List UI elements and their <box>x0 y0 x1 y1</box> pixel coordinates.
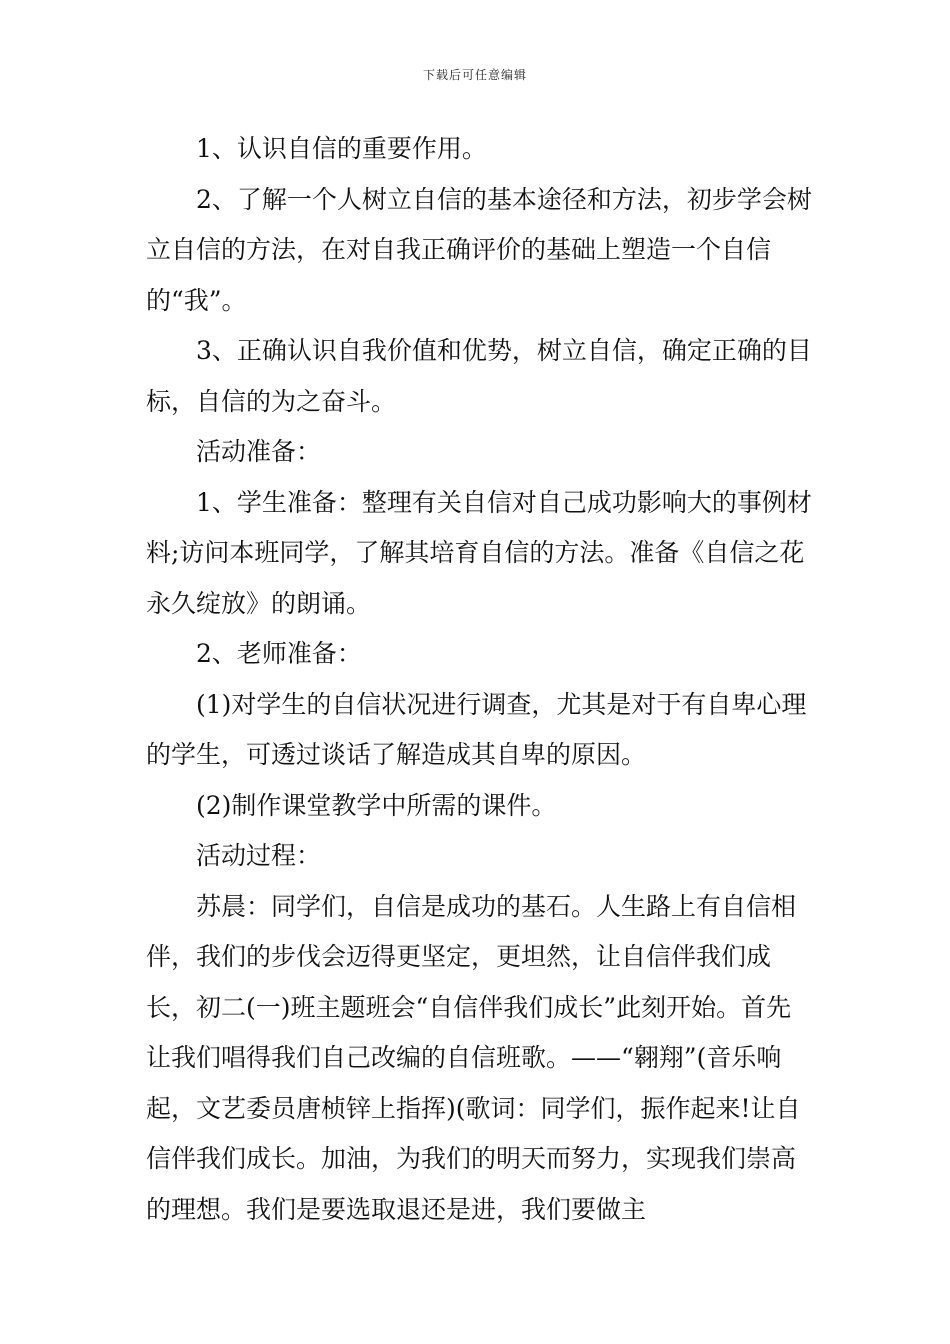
heading-process: 活动过程： <box>196 841 322 870</box>
paragraph-teacher-prep: 2、老师准备： <box>196 639 362 668</box>
paragraph-teacher-prep-1: (1)对学生的自信状况进行调查，尤其是对于有自卑心理的学生，可透过谈话了解造成其自卑的原因。 <box>146 689 807 769</box>
page-header-note: 下载后可任意编辑 <box>422 68 527 82</box>
paragraph-process-opening: 苏晨：同学们，自信是成功的基石。人生路上有自信相伴，我们的步伐会迈得更坚定，更坦然，让自信伴我们成长，初二(一)班主题班会“自信伴我们成长”此刻开始。首先让我们唱得我们自己改编的自信班歌。——“翱翔”(音乐响起，文艺委员唐桢锌上指挥)(歌词：同学们，振作起来!让自信伴我们成长。加油，为我们的明天而努力，实现我们崇高的理想。我们是要选取退还是进，我们要做主 <box>146 891 801 1224</box>
paragraph-teacher-prep-2: (2)制作课堂教学中所需的课件。 <box>196 790 557 820</box>
paragraph-objective-1: 1、认识自信的重要作用。 <box>196 134 487 163</box>
document-body <box>146 124 816 1235</box>
paragraph-student-prep: 1、学生准备：整理有关自信对自己成功影响大的事例材料;访问本班同学，了解其培育自信的方法。准备《自信之花永久绽放》的朗诵。 <box>146 487 812 618</box>
heading-preparation: 活动准备： <box>196 437 322 466</box>
paragraph-objective-2: 2、了解一个人树立自信的基本途径和方法，初步学会树立自信的方法，在对自我正确评价的基础上塑造一个自信的“我”。 <box>146 184 812 315</box>
paragraph-objective-3: 3、正确认识自我价值和优势，树立自信，确定正确的目标，自信的为之奋斗。 <box>146 336 812 416</box>
